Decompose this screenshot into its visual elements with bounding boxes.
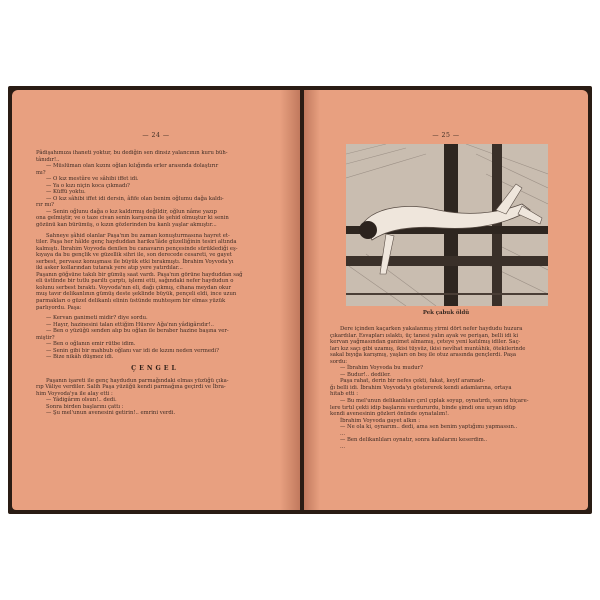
chapter-title: ÇENGEL xyxy=(131,364,179,372)
text-line: — Senin oğlunu dağa o kız kaldırmış değildir, oğlun nâme yazıp xyxy=(46,208,217,215)
text-line: — İbrahim Voyvoda bu mudur? xyxy=(340,365,423,372)
text-line: — Yâdigârım olsun!.. dedi. xyxy=(46,397,117,404)
text-line: hitab etti : xyxy=(330,391,359,398)
left-page xyxy=(12,90,300,510)
text-line: kolunu serbest bıraktı. Voyvoda'nın eli, dağı çıkmış, cihana meydan okur xyxy=(36,284,232,291)
text-line: — Hayır, hazinesini talan ettiğim Hüsrev Ağa'nın yâdigârıdır!.. xyxy=(46,321,214,328)
page-body-text xyxy=(330,326,566,450)
text-line: gözünü kan bürümüş, o kızın gözlerinden bu kanlı yaşlar akmıştır... xyxy=(36,222,217,229)
text-line: Paşanın göğsüne takılı bir gümüş saat vardı. Paşa'nın görüne hayduddan sağ xyxy=(36,271,243,278)
text-line: Sonra birden başlarını çattı : xyxy=(46,403,124,410)
illustration xyxy=(346,144,548,306)
text-line: İbrahim Voyvoda gayet alkın : xyxy=(340,417,421,424)
text-line: — Kervan ganimeti midir? diye sordu. xyxy=(46,315,148,322)
text-line: — Bu mel'unun delikanlıları çırıl çıplak soyup, oynatırdı, sonra biçare- xyxy=(340,398,529,405)
text-line: sordu: xyxy=(330,358,348,365)
right-page xyxy=(304,90,588,510)
vertical-beam xyxy=(492,144,502,306)
text-line: Paşa rahat, derin bir nefes çekti, fakat, keyif aramadı- xyxy=(340,378,486,385)
text-line: iki asker kollarından tutarak yere atıp yere yatırdılar... xyxy=(36,265,183,272)
text-line: — Şu mel'unun avenesini getirin!.. emrini verdi. xyxy=(46,410,176,417)
text-line: tânıdır!.. xyxy=(36,156,60,163)
text-line: ... xyxy=(340,430,346,437)
text-line: ona gelmiştir, ve o taze civan senin karşısına ile şehid olmuştur ki senin xyxy=(36,215,229,222)
text-line: — Ben o oğlanın emir rütbe idim. xyxy=(46,341,136,348)
text-line: ğı belli idi. İbrahim Voyvoda'yı göstererek kendi adamlarına, ortaya xyxy=(330,384,512,391)
text-line: — Ben o yüzüğü senden alıp bu oğlan ile beraber hazine başına ver- xyxy=(46,328,229,335)
text-line: Paşanın işareti ile genç haydudun parmağındaki elmas yüzüğü çıka- xyxy=(46,377,229,384)
text-line: mı? xyxy=(36,169,46,176)
text-line: serbest, pervasız konuşması ile büyük etki bırakmıştı. İbrahim Voyvoda'yı xyxy=(36,258,234,265)
text-line: Dere içinden kaçarken yakalanmış yirmi dört nefer haydudu huzura xyxy=(340,326,523,332)
text-line: — Müslüman olan kızını oğlan kılığında erler arasında dolaştırır xyxy=(46,163,219,170)
text-line: ... xyxy=(340,443,346,450)
figure-head xyxy=(359,221,377,239)
text-line: — O kız mestûre ve sâhibi iffet idi. xyxy=(46,176,139,183)
text-line: — Ya o kızı niçin koca çıkmadı? xyxy=(46,182,130,189)
text-line: kervan yağmasından ganimet almamış, çeteye yeni katılmış idiler. Saç- xyxy=(330,339,521,346)
page-number: — 25 — xyxy=(432,132,460,139)
text-line: kendi avenesinin gözleri önünde oynatalım!. xyxy=(330,411,449,418)
text-line: — Ne ola ki, oynarım.. dedi, ama sen benim yaptığımı yapmassın.. xyxy=(340,424,518,431)
text-line: kıyaya da bu gençlik ve güzellik sihri ile, son derecede cesareti, ve gayet xyxy=(36,252,232,259)
page-number: — 24 — xyxy=(142,132,170,139)
text-line: sakal bıyığa karışmış, yaşları on beş ile otuz arasında gençlerdi. Paşa xyxy=(330,352,516,359)
illustration-caption: Pek çabuk öldü xyxy=(422,310,470,316)
text-line: — Bize nikâh düşmez idi. xyxy=(46,354,114,361)
text-line: — Senin gibi bir mahbub oğlanı var idi de kızını neden vermedi? xyxy=(46,347,219,354)
text-line: miştir? xyxy=(36,334,55,341)
text-line: Sahneye şâhid olanlar Paşa'nın bu zaman konuşturmasına hayret et- xyxy=(46,232,230,239)
horizontal-beam xyxy=(346,256,548,266)
text-line: parmakları o güzel delikanlı elinin üstünde muhteşem bir elmas yüzük xyxy=(36,298,226,305)
page-body-text xyxy=(36,150,274,417)
text-line: rıp Vâliye verdiler. Salih Paşa yüzüğü kendi parmağına geçirdi ve İbra- xyxy=(36,384,226,391)
text-line: çıkardılar. Esvapları ıslaktı, üç tanesi yalın ayak ve perişan, belli idi ki xyxy=(330,332,519,339)
text-line: Pâdişahımıza ihaneti yoktur, bu dediğin sen dinsiz yalancının kuru büh- xyxy=(36,150,228,156)
text-line: tiler. Paşa her hâlde genç hayduddan hariku'lâde güzelliğinin tesiri altında xyxy=(36,239,237,246)
book-spread xyxy=(8,86,592,514)
text-line: — Budur!.. dediler. xyxy=(340,371,391,378)
text-line: — Küffü yoktu. xyxy=(46,189,86,196)
text-line: him Voyvoda'ya ile alay etti : xyxy=(36,390,113,397)
text-line: ları kız saçı gibi uzamış, ikisi tüysüz, ikisi nevîhat muntâhik, ötekilerinde xyxy=(330,345,526,352)
text-line: — O kız sâhibi iffet idi dersin, âfife olan benim oğlumu dağa kaldı- xyxy=(46,195,224,202)
text-line: — Ben delikanlıları oynatır, sonra kafalarını keserdim.. xyxy=(340,437,488,444)
text-line: rır mı? xyxy=(36,202,54,209)
text-line: parlıyordu. Paşa: xyxy=(36,304,82,311)
text-line: kalmıştı. İbrahim Voyvoda denilen bu canavarın pençesinde sürüklediği eş- xyxy=(36,245,238,252)
text-line: lere tırtıl çekti idip başlarını vurdururdu, binde şimdi onu uryan idüp xyxy=(330,404,516,411)
text-line: muş tavır delikanlının gümüş deste şeklinde büyük, pençeli eldi, ince uzun xyxy=(36,291,237,298)
text-line: eli üstünde bir tutlu parıltı çarptı, işlemi etti, sağındaki nefer haydudun o xyxy=(36,278,234,285)
